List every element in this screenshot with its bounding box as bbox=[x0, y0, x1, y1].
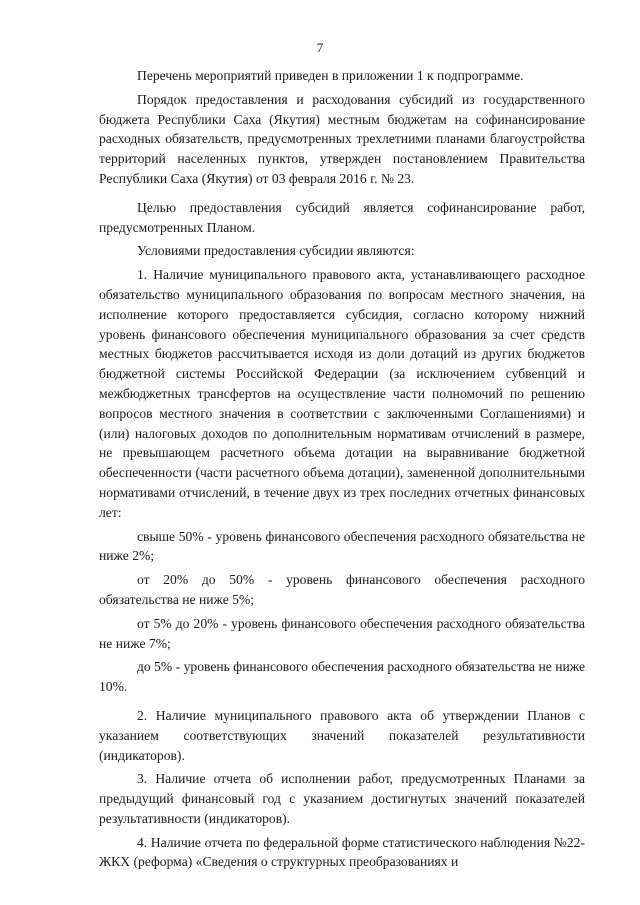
paragraph-subsidy-procedure: Порядок предоставления и расходования субсидий из государственного бюджета Республики Саха (Якутия) местным бюджетам на софинансирование расходных обязательств, предусмотренных трехлетними планами благоустройства территорий населенных пунктов, утвержден постановлением Правительства Республики Саха (Якутия) от 03 февраля 2016 г. № 23. bbox=[99, 91, 585, 186]
document-body bbox=[99, 66, 585, 872]
page-number: 7 bbox=[316, 40, 324, 55]
paragraph-tier-20-50: от 20% до 50% - уровень финансового обеспечения расходного обязательства не ниже 5%; bbox=[99, 572, 585, 607]
paragraph-tier-over-50: свыше 50% - уровень финансового обеспечения расходного обязательства не ниже 2%; bbox=[99, 528, 585, 564]
paragraph-conditions-heading: Условиями предоставления субсидии являются: bbox=[137, 243, 415, 259]
paragraph-tier-under-5: до 5% - уровень финансового обеспечения расходного обязательства не ниже 10%. bbox=[99, 659, 585, 695]
paragraph-tier-5-20: от 5% до 20% - уровень финансового обеспечения расходного обязательства не ниже 7%; bbox=[99, 615, 585, 651]
paragraph-subsidy-purpose: Целью предоставления субсидий является софинансирование работ, предусмотренных Планом. bbox=[99, 199, 585, 235]
paragraph-condition-3: 3. Наличие отчета об исполнении работ, предусмотренных Планами за предыдущий финансовый год с указанием достигнутых значений показателей результативности (индикаторов). bbox=[99, 771, 585, 826]
paragraph-condition-2: 2. Наличие муниципального правового акта об утверждении Планов с указанием соответствующих значений показателей результативности (индикаторов). bbox=[99, 707, 585, 763]
paragraph-condition-1: 1. Наличие муниципального правового акта, устанавливающего расходное обязательство муниципального образования по вопросам местного значения, на исполнение которого предоставляется субсидия, согласно которому нижний уровень финансового обеспечения муниципального образования за счет средств местных бюджетов рассчитывается исходя из доли дотаций из других бюджетов бюджетной системы Российской Федерации (за исключением субвенций и межбюджетных трансфертов на осуществление части полномочий по решению вопросов местного значения в соответствии с заключенными Соглашениями) и (или) налоговых доходов по дополнительным нормативам отчислений в размере, не превышающем расчетного объема дотации на выравнивание бюджетной обеспеченности (части расчетного объема дотации), замененной дополнительными нормативами отчислений, в течение двух из трех последних отчетных финансовых лет: bbox=[99, 267, 585, 520]
paragraph-condition-4: 4. Наличие отчета по федеральной форме статистического наблюдения №22-ЖКХ (реформа) «Сведения о структурных преобразованиях и bbox=[99, 834, 585, 870]
paragraph-action-list: Перечень мероприятий приведен в приложении 1 к подпрограмме. bbox=[137, 68, 524, 83]
